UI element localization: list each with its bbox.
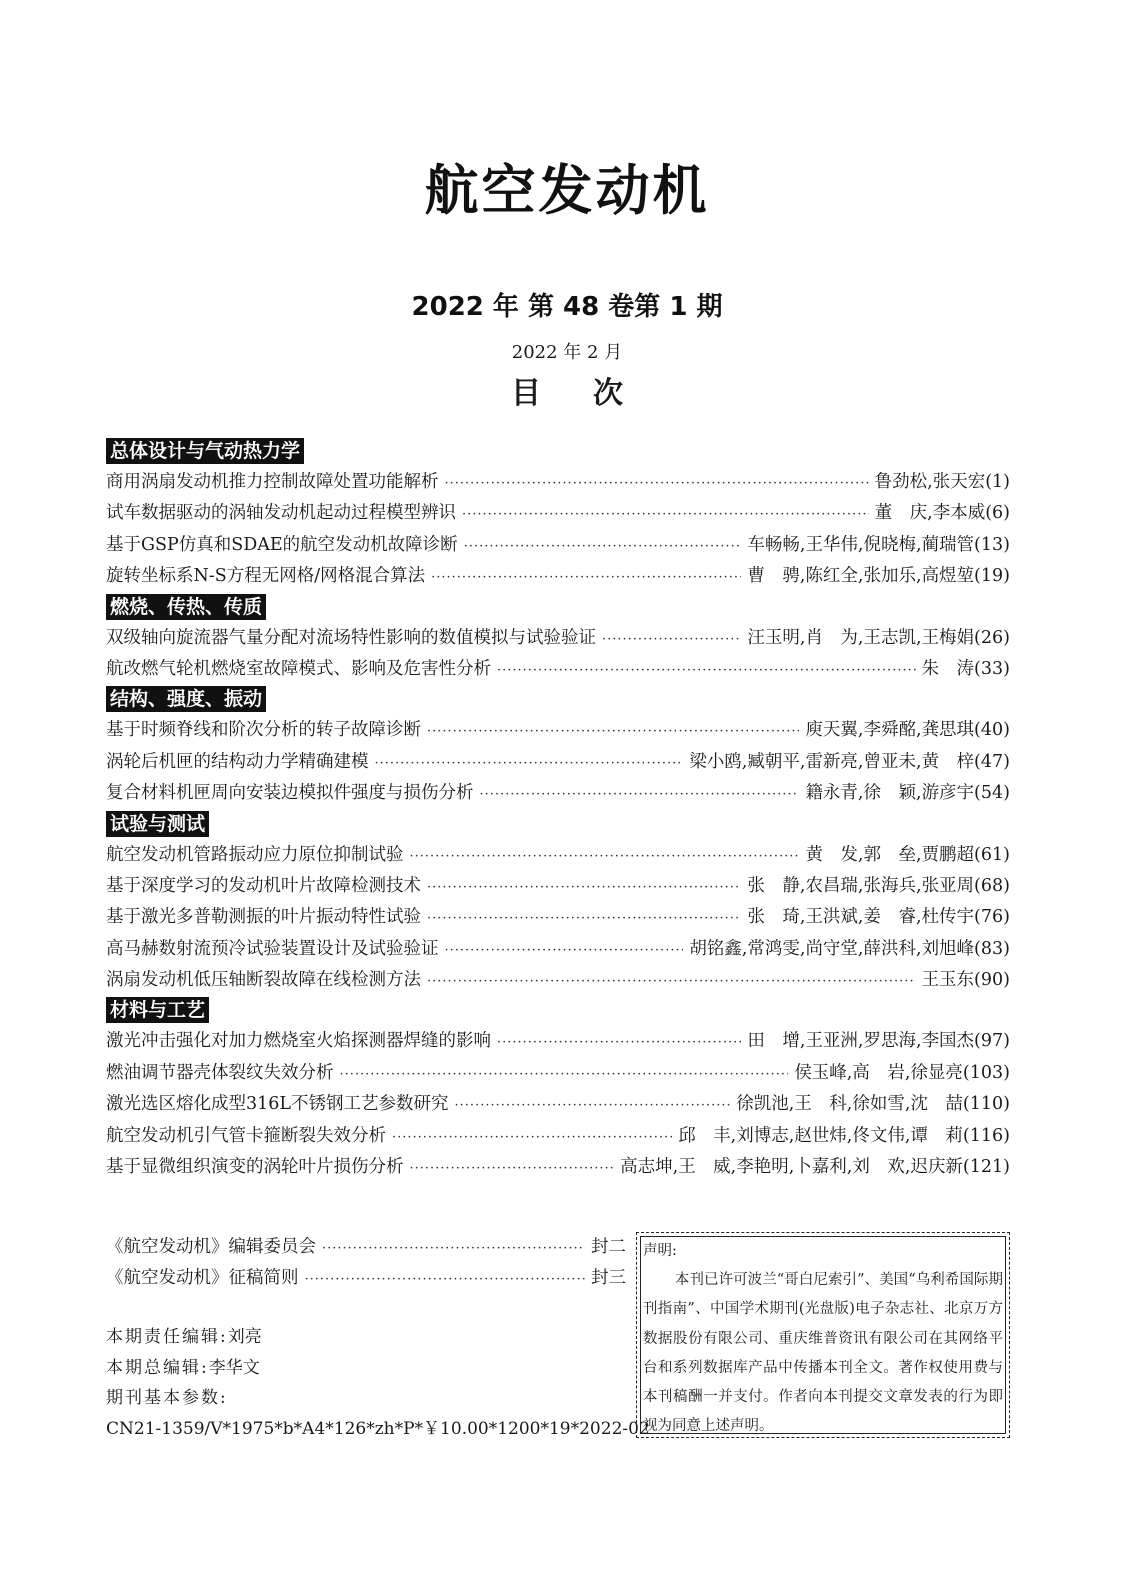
section-header: 总体设计与气动热力学 (106, 438, 304, 464)
journal-title: 航空发动机 (424, 159, 710, 222)
leader-dots (375, 748, 684, 779)
responsible-editor-name: 刘亮 (227, 1327, 262, 1347)
leader-dots (427, 716, 799, 747)
article-title: 旋转坐标系N-S方程无网格/网格混合算法 (106, 566, 426, 587)
responsible-editor (106, 1322, 650, 1353)
article-authors-page: 侯玉峰,高 岩,徐显亮(103) (794, 1062, 1010, 1083)
article-title: 激光选区熔化成型316L不锈钢工艺参数研究 (106, 1094, 449, 1115)
cover-page-title: 《航空发动机》征稿简则 (106, 1268, 299, 1288)
article-title: 基于时频脊线和阶次分析的转子故障诊断 (106, 720, 421, 741)
leader-dots (480, 779, 800, 810)
toc-entry[interactable] (106, 1058, 1010, 1089)
table-of-contents (106, 437, 1010, 1183)
article-title: 双级轴向旋流器气量分配对流场特性影响的数值模拟与试验验证 (106, 627, 596, 648)
article-authors-page: 车畅畅,王华伟,倪晓梅,蔺瑞管(13) (747, 534, 1010, 555)
article-title: 基于激光多普勒测振的叶片振动特性试验 (106, 907, 421, 928)
article-title: 基于GSP仿真和SDAE的航空发动机故障诊断 (106, 534, 458, 555)
toc-entry[interactable] (106, 561, 1010, 592)
toc-entry[interactable] (106, 871, 1010, 902)
cover-page-title: 《航空发动机》编辑委员会 (106, 1237, 316, 1257)
copyright-notice-box (636, 1232, 1010, 1438)
leader-dots (455, 1090, 731, 1121)
section-header: 试验与测试 (106, 811, 209, 837)
issue-line: 2022 年 第 48 卷第 1 期 (411, 292, 723, 322)
article-title: 基于显微组织演变的涡轮叶片损伤分析 (106, 1157, 404, 1178)
journal-params: CN21-1359/V*1975*b*A4*126*zh*P*￥10.00*1200*19*2022-02 (106, 1418, 650, 1439)
article-title: 基于深度学习的发动机叶片故障检测技术 (106, 875, 421, 896)
leader-dots (445, 935, 684, 966)
journal-params-label: 期刊基本参数: (106, 1388, 228, 1408)
article-authors-page: 董 庆,李本威(6) (874, 503, 1010, 524)
leader-dots (340, 1059, 789, 1090)
article-title: 燃油调节器壳体裂纹失效分析 (106, 1062, 334, 1083)
article-authors-page: 张 琦,王洪斌,姜 睿,杜传宇(76) (747, 907, 1010, 928)
notice-body: 本刊已许可波兰“哥白尼索引”、美国“乌利希国际期刊指南”、中国学术期刊(光盘版)电子杂志社、北京万方数据股份有限公司、重庆维普资讯有限公司在其网络平台和系列数据库产品中传播本刊全文。著作权使用费与本刊稿酬一并支付。作者向本刊提交文章发表的行为即视为同意上述声明。 (643, 1272, 1003, 1435)
leader-dots (464, 531, 742, 562)
toc-entry[interactable] (106, 934, 1010, 965)
article-title: 试车数据驱动的涡轴发动机起动过程模型辨识 (106, 503, 456, 524)
toc-entry[interactable] (106, 654, 1010, 685)
leader-dots (427, 872, 741, 903)
responsible-editor-label: 本期责任编辑: (106, 1327, 228, 1347)
toc-entry[interactable] (106, 1026, 1010, 1057)
article-authors-page: 曹 骋,陈红全,张加乐,高煜堃(19) (747, 566, 1010, 587)
leader-dots (427, 903, 741, 934)
chief-editor-name: 李华文 (208, 1357, 260, 1378)
article-authors-page: 邱 丰,刘博志,赵世炜,佟文伟,谭 莉(116) (678, 1125, 1010, 1146)
article-authors-page: 高志坤,王 威,李艳明,卜嘉利,刘 欢,迟庆新(121) (620, 1157, 1010, 1178)
article-title: 激光冲击强化对加力燃烧室火焰探测器焊缝的影响 (106, 1031, 491, 1052)
chief-editor (106, 1353, 650, 1384)
toc-entry[interactable] (106, 715, 1010, 746)
article-title: 商用涡扇发动机推力控制故障处置功能解析 (106, 472, 439, 492)
toc-entry[interactable] (106, 498, 1010, 529)
article-authors-page: 田 增,王亚洲,罗思海,李国杰(97) (747, 1031, 1010, 1052)
issue-date: 2022 年 2 月 (511, 342, 623, 363)
leader-dots (445, 468, 869, 499)
article-authors-page: 胡铭鑫,常鸿雯,尚守堂,薛洪科,刘旭峰(83) (689, 938, 1010, 959)
article-title: 高马赫数射流预冷试验装置设计及试验验证 (106, 938, 439, 959)
toc-entry[interactable] (106, 778, 1010, 809)
toc-entry[interactable] (106, 530, 1010, 561)
section-header: 燃烧、传热、传质 (106, 594, 266, 620)
toc-entry[interactable] (106, 623, 1010, 654)
article-title: 涡扇发动机低压轴断裂故障在线检测方法 (106, 970, 421, 991)
cover-page-location: 封二 (591, 1237, 626, 1257)
toc-entry[interactable] (106, 902, 1010, 933)
leader-dots (602, 624, 741, 655)
leader-dots (410, 1153, 615, 1184)
leader-dots (427, 966, 916, 997)
issue-metadata (106, 1322, 650, 1444)
toc-entry[interactable] (106, 965, 1010, 996)
leader-dots (410, 841, 800, 872)
toc-section (106, 437, 1010, 593)
chief-editor-label: 本期总编辑: (106, 1357, 209, 1378)
toc-heading: 目次 (511, 376, 675, 411)
toc-section (106, 685, 1010, 809)
article-authors-page: 庾天翼,李舜酩,龚思琪(40) (805, 720, 1010, 741)
toc-entry[interactable] (106, 1152, 1010, 1183)
toc-section (106, 996, 1010, 1183)
toc-entry[interactable] (106, 840, 1010, 871)
article-title: 航改燃气轮机燃烧室故障模式、影响及危害性分析 (106, 658, 491, 679)
toc-entry[interactable] (106, 1089, 1010, 1120)
toc-section (106, 810, 1010, 997)
leader-dots (462, 499, 869, 530)
article-authors-page: 鲁劲松,张天宏(1) (874, 472, 1010, 492)
toc-entry[interactable] (106, 1121, 1010, 1152)
article-title: 航空发动机管路振动应力原位抑制试验 (106, 844, 404, 865)
leader-dots (392, 1122, 672, 1153)
article-title: 涡轮后机匣的结构动力学精确建模 (106, 751, 369, 772)
cover-page-entry[interactable] (106, 1263, 626, 1294)
article-authors-page: 张 静,农昌瑞,张海兵,张亚周(68) (747, 875, 1010, 896)
article-authors-page: 黄 发,郭 垒,贾鹏超(61) (805, 844, 1010, 865)
cover-pages-list (106, 1232, 626, 1294)
section-header: 结构、强度、振动 (106, 686, 266, 712)
article-title: 复合材料机匣周向安装边模拟件强度与损伤分析 (106, 783, 474, 804)
toc-section (106, 593, 1010, 686)
article-authors-page: 王玉东(90) (921, 970, 1010, 991)
article-authors-page: 徐凯池,王 科,徐如雪,沈 喆(110) (736, 1094, 1010, 1115)
article-authors-page: 籍永青,徐 颖,游彦宇(54) (805, 783, 1010, 804)
article-authors-page: 朱 涛(33) (921, 658, 1010, 679)
article-authors-page: 梁小鸥,臧朝平,雷新亮,曾亚未,黄 梓(47) (689, 751, 1010, 772)
article-title: 航空发动机引气管卡箍断裂失效分析 (106, 1125, 386, 1146)
cover-page-entry[interactable] (106, 1232, 626, 1263)
section-header: 材料与工艺 (106, 997, 209, 1023)
leader-dots (497, 655, 916, 686)
leader-dots (431, 562, 741, 593)
toc-entry[interactable] (106, 747, 1010, 778)
leader-dots (497, 1027, 741, 1058)
cover-page-location: 封三 (591, 1268, 626, 1288)
leader-dots (305, 1264, 586, 1295)
article-authors-page: 汪玉明,肖 为,王志凯,王梅娟(26) (747, 627, 1010, 648)
leader-dots (322, 1233, 585, 1264)
notice-title: 声明: (643, 1243, 677, 1259)
toc-entry[interactable] (106, 467, 1010, 498)
